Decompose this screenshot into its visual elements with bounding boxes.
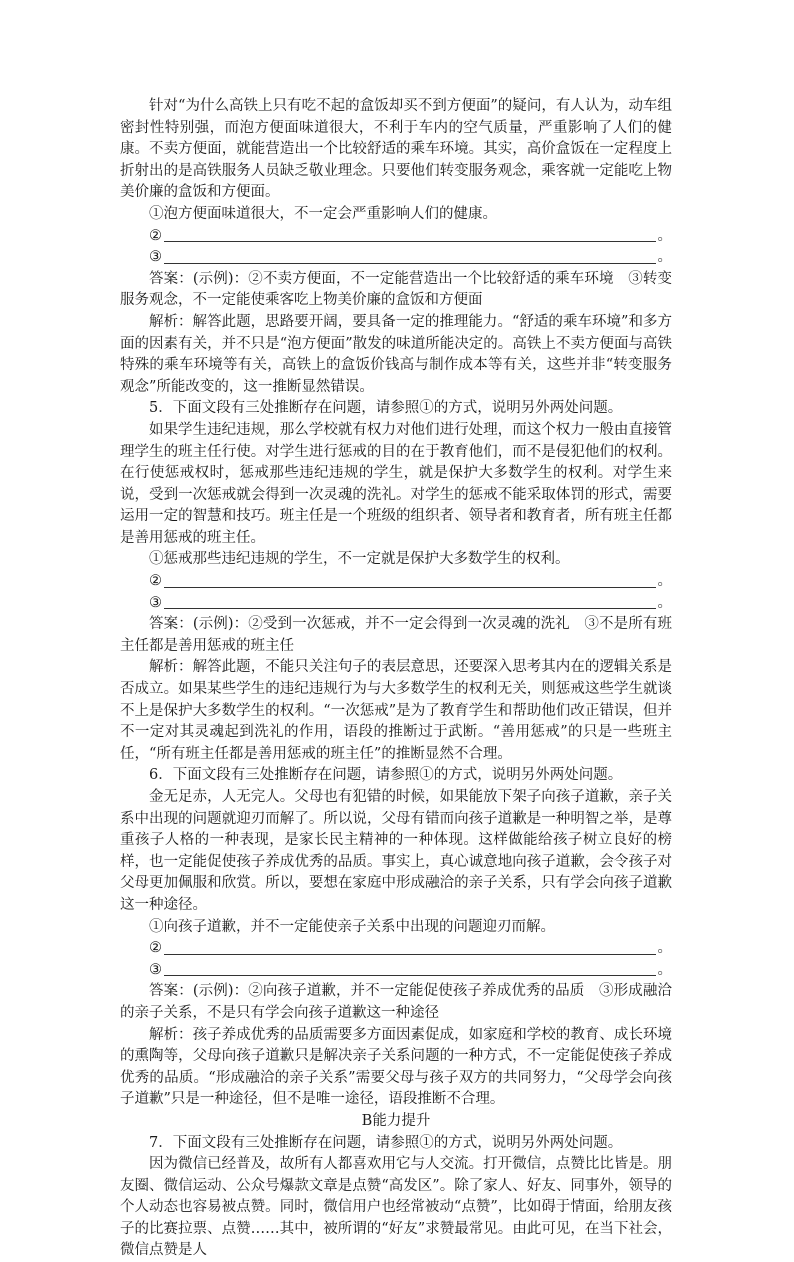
q5-question: 5．下面文段有三处推断存在问题，请参照①的方式，说明另外两处问题。 [149,400,623,417]
answer-line[interactable] [164,249,656,264]
answer-line[interactable] [164,940,656,955]
q6-blank-2[interactable]: ② 。 [149,940,672,957]
q6-passage: 金无足赤，人无完人。父母也有犯错的时候，如果能放下架子向孩子道歉，亲子关系中出现的问题就迎刃而解了。所以说，父母有错而向孩子道歉是一种明智之举，是尊重孩子人格的一种表现，是家长民主精神的一种体现。这样做能给孩子树立良好的榜样，也一定能促使孩子养成优秀的品质。事实上，真心诚意地向孩子道歉，会令孩子对父母更加佩服和欣赏。所以，要想在家庭中形成融洽的亲子关系，只有学会向孩子道歉这一种途径。 [120,789,672,913]
q6-question: 6．下面文段有三处推断存在问题，请参照①的方式，说明另外两处问题。 [149,767,623,784]
q7-question: 7．下面文段有三处推断存在问题，请参照①的方式，说明另外两处问题。 [149,1134,623,1151]
q6-blank-3[interactable]: ③ 。 [149,961,672,978]
q5-analysis: 解析：解答此题，不能只关注句子的表层意思，还要深入思考其内在的逻辑关系是否成立。如果某些学生的违纪违规行为与大多数学生的权利无关，则惩戒这些学生就谈不上是保护大多数学生的权利。“一次惩戒”是为了教育学生和帮助他们改正错误，但并不一定对其灵魂起到洗礼的作用，语段的推断过于武断。“善用惩戒”的只是一些班主任，“所有班主任都是善用惩戒的班主任”的推断显然不合理。 [120,659,672,762]
section-title: B能力提升 [361,1112,431,1129]
q4-intro: 针对“为什么高铁上只有吃不起的盒饭却买不到方便面”的疑问，有人认为，动车组密封性特别强，而泡方便面味道很大，不利于车内的空气质量，严重影响了人们的健康。不卖方便面，就能营造出一个比较舒适的乘车环境。其实，高价盒饭在一定程度上折射出的是高铁服务人员缺乏敬业理念。只要他们转变服务观念，乘客就一定能吃上物美价廉的盒饭和方便面。 [120,98,672,201]
q4-analysis: 解析：解答此题，思路要开阔，要具备一定的推理能力。“舒适的乘车环境”和多方面的因素有关，并不只是“泡方便面”散发的味道所能决定的。高铁上不卖方便面与高铁特殊的乘车环境等有关，高铁上的盒饭价钱高与制作成本等有关，这些并非“转变服务观念”所能改变的，这一推断显然错误。 [120,313,672,395]
answer-line[interactable] [164,227,656,242]
q5-example: ①惩戒那些违纪违规的学生，不一定就是保护大多数学生的权利。 [149,551,570,568]
answer-line[interactable] [164,594,656,609]
q5-answer: 答案：(示例)：②受到一次惩戒，并不一定会得到一次灵魂的洗礼 ③不是所有班主任都是善用惩戒的班主任 [120,616,672,654]
q5-blank-3[interactable]: ③ 。 [149,594,672,611]
q5-blank-2[interactable]: ② 。 [149,573,672,590]
answer-line[interactable] [164,961,656,976]
q6-analysis: 解析：孩子养成优秀的品质需要多方面因素促成，如家庭和学校的教育、成长环境的熏陶等，父母向孩子道歉只是解决亲子关系问题的一种方式，不一定能促使孩子养成优秀的品质。“形成融洽的亲子关系”需要父母与孩子双方的共同努力，“父母学会向孩子道歉”只是一种途径，但不是唯一途径，语段推断不合理。 [120,1026,672,1108]
q6-answer: 答案：(示例)：②向孩子道歉，并不一定能促使孩子养成优秀的品质 ③形成融洽的亲子关系，不是只有学会向孩子道歉这一种途径 [120,983,672,1021]
document-page [120,96,672,1262]
q6-example: ①向孩子道歉，并不一定能使亲子关系中出现的问题迎刃而解。 [149,918,555,935]
q4-blank-3[interactable]: ③ 。 [149,249,672,266]
q4-example: ①泡方便面味道很大，不一定会严重影响人们的健康。 [149,205,497,222]
q5-passage: 如果学生违纪违规，那么学校就有权力对他们进行处理，而这个权力一般由直接管理学生的班主任行使。对学生进行惩戒的目的在于教育他们，而不是侵犯他们的权利。在行使惩戒权时，惩戒那些违纪违规的学生，就是保护大多数学生的权利。对学生来说，受到一次惩戒就会得到一次灵魂的洗礼。对学生的惩戒不能采取体罚的形式，需要运用一定的智慧和技巧。班主任是一个班级的组织者、领导者和教育者，所有班主任都是善用惩戒的班主任。 [120,421,672,546]
q4-blank-2[interactable]: ② 。 [149,227,672,244]
answer-line[interactable] [164,573,656,588]
q4-answer: 答案：(示例)：②不卖方便面，不一定能营造出一个比较舒适的乘车环境 ③转变服务观念，不一定能使乘客吃上物美价廉的盒饭和方便面 [120,270,672,309]
q7-passage: 因为微信已经普及，故所有人都喜欢用它与人交流。打开微信，点赞比比皆是。朋友圈、微信运动、公众号爆款文章是点赞“高发区”。除了家人、好友、同事外，领导的个人动态也容易被点赞。同时，微信用户也经常被动“点赞”，比如碍于情面，给朋友孩子的比赛拉票、点赞……其中，被所谓的“好友”求赞最常见。由此可见，在当下社会，微信点赞是人 [120,1156,672,1259]
